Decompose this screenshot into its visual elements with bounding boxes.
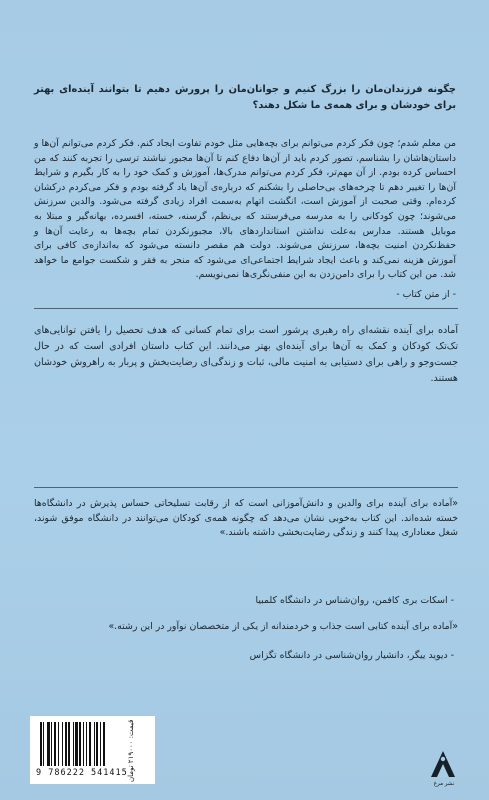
barcode-bar bbox=[79, 722, 81, 766]
divider-top bbox=[34, 308, 458, 309]
book-summary: آماده برای آینده نقشه‌ای راه رهبری پرشور است برای تمام کسانی که هدف تحصیل را یافتن توانایی‌های تک‌تک کودکان و کمک به آن‌ها برای آینده‌ای بهتر می‌دانند. این کتاب داستان افرادی است که در حال جست‌وجو و راهی برای دستیابی به امنیت مالی، ثبات و زندگی‌ای رضایت‌بخش و پربار به راهروش خودشان هستند. bbox=[34, 325, 458, 384]
barcode-bar bbox=[62, 722, 63, 766]
barcode-bar bbox=[75, 722, 78, 766]
excerpt-source: - از متن کتاب - bbox=[396, 289, 456, 300]
barcode-bars bbox=[40, 722, 122, 766]
barcode-bar bbox=[47, 722, 50, 766]
publisher-logo-icon bbox=[427, 747, 459, 785]
barcode-digits: 9 786222 541415 bbox=[36, 768, 128, 778]
barcode-bar bbox=[100, 722, 101, 766]
barcode-bar bbox=[73, 722, 74, 766]
endorsement-quote: «آماده برای آینده برای والدین و دانش‌آموزانی است که از رقابت تسلیحاتی حساس پذیرش در دانشگاه‌ها خسته شده‌اند. این کتاب به‌خوبی نشان می‌دهد که چگونه همه‌ی کودکان می‌توانند در دانشگاه موفق شوند، شغل معناداری پیدا کنند و زندگی رضایت‌بخشی داشته باشند.» bbox=[34, 498, 458, 539]
price-label: قیمت: ۲۱۹۰۰۰ تومان bbox=[127, 719, 135, 782]
barcode-bar bbox=[89, 722, 91, 766]
barcode-bar bbox=[96, 722, 98, 766]
barcode-bar bbox=[86, 722, 87, 766]
barcode-bar bbox=[58, 722, 59, 766]
barcode-bar bbox=[43, 722, 44, 766]
barcode-bar bbox=[65, 722, 67, 766]
barcode-bar bbox=[68, 722, 70, 766]
publisher-name: نشر مرغ bbox=[433, 781, 455, 787]
barcode-bar bbox=[94, 722, 95, 766]
barcode-bar bbox=[51, 722, 52, 766]
barcode-bar bbox=[40, 722, 42, 766]
barcode-bar bbox=[54, 722, 56, 766]
book-excerpt: من معلم شدم؛ چون فکر کردم می‌توانم برای بچه‌هایی مثل خودم تفاوت ایجاد کنم. فکر کردم می‌توانم آن‌ها و داستان‌هاشان را بشناسم. تصور کردم باید از آن‌ها دفاع کنم تا آن‌ها مجبور نباشند ترسی را تجربه کنند که من احساس کرده بودم. از آن مهم‌تر، فکر کردم می‌توانم مدرک‌ها، آموزش و کمک خود را به کار بگیرم و شرایط آن‌ها را تغییر دهم تا چرخه‌های بی‌حاصلی را بشکنم که درباره‌ی آن‌ها یاد گرفته بودم و فکر می‌کردم درکشان کرده‌ام. وقتی صحبت از آموزش است، انگشت اتهام به‌سمت افراد زیادی گرفته می‌شود. والدین سرزنش می‌شوند؛ چون کودکانی را به مدرسه می‌فرستند که بی‌نظم، گرسنه، خسته، افسرده، بهانه‌گیر و مبتلا به موبایل هستند. مدارس به‌علت نداشتن استانداردهای بالا، مجبورنکردن تمام بچه‌ها به رعایت آن‌ها و حفظ‌نکردن امنیت بچه‌ها، سرزنش می‌شوند. دولت هم مقصر دانسته می‌شود که به‌اندازه‌ی کافی برای آموزش هزینه نمی‌کند و باعث ایجاد شرایط اجتماعی‌ای می‌شود که منجر به فقر و شکست جوامع ما خواهد شد. من این کتاب را برای دامن‌زدن به این منفی‌نگری‌ها نمی‌نویسم. bbox=[34, 138, 456, 281]
barcode bbox=[30, 716, 155, 784]
intro-question: چگونه فرزندان‌مان را بزرگ کنیم و جوانان‌مان را پرورش دهیم تا بتوانند آینده‌ای بهتر برای خودشان و برای همه‌ی ما شکل دهند؟ bbox=[34, 84, 456, 111]
divider-middle bbox=[34, 487, 458, 488]
endorsement-attribution: - دیوید ییگر، دانشیار روان‌شناسی در دانشگاه تگزاس bbox=[249, 650, 454, 661]
barcode-bar bbox=[83, 722, 84, 766]
barcode-bar bbox=[103, 722, 105, 766]
endorsement-attribution: - اسکات بری کافمن، روان‌شناس در دانشگاه کلمبیا bbox=[255, 595, 454, 606]
endorsement-quote: «آماده برای آینده کتابی است جذاب و خردمندانه از یکی از متخصصان نوآور در این رشته.» bbox=[108, 621, 458, 632]
